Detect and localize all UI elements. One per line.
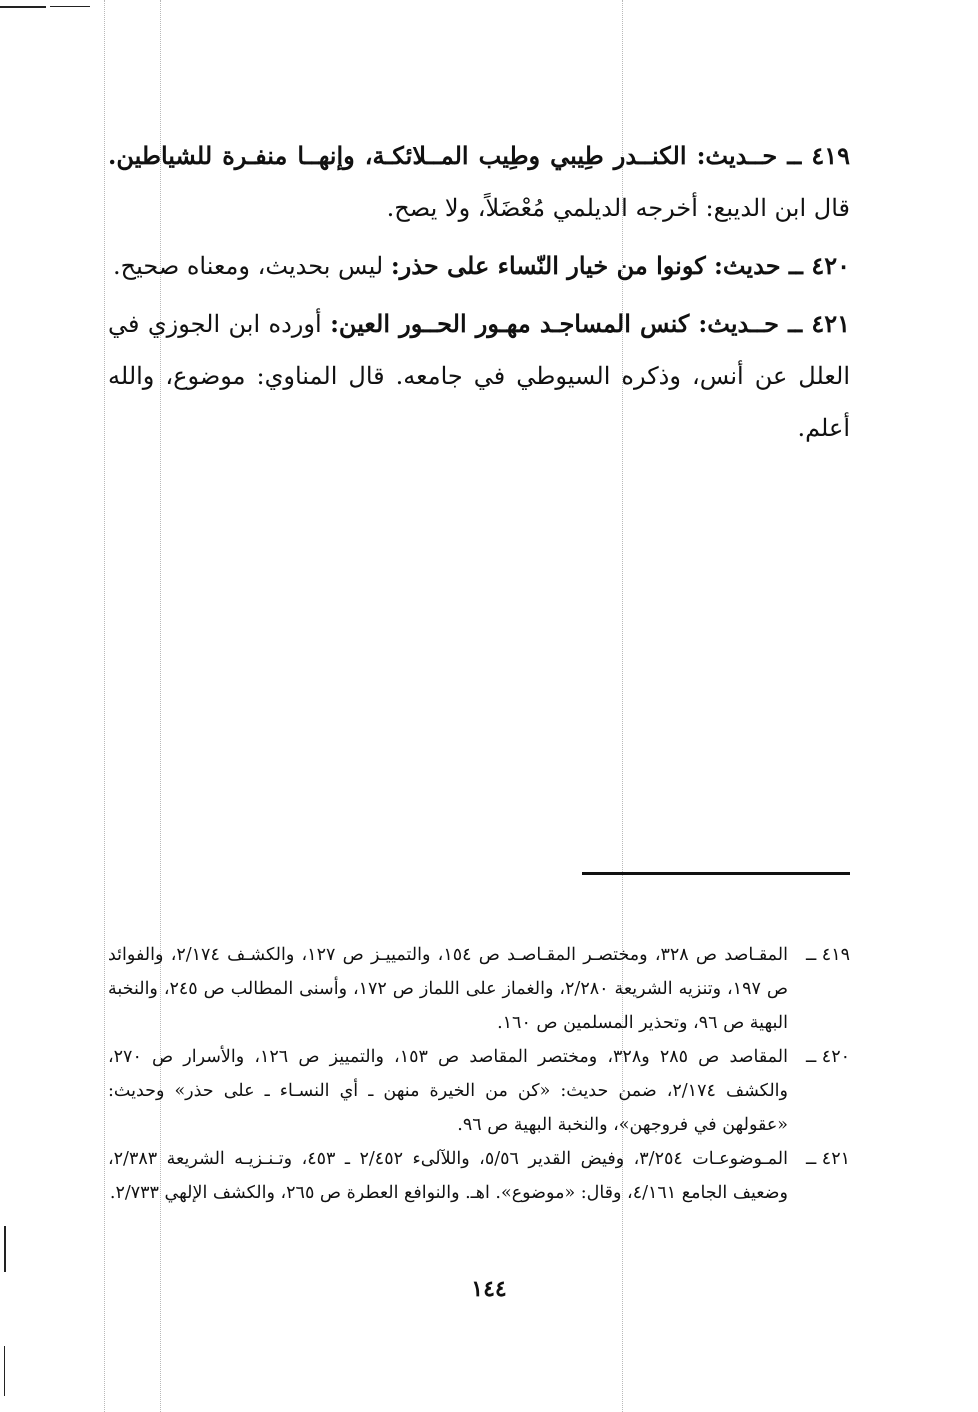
scan-guide-line	[104, 0, 105, 1412]
footnote-text: المقاصد ص ٢٨٥ و٣٢٨، ومختصر المقاصد ص ١٥٣، والتمييز ص ١٢٦، والأسرار ص ٢٧٠، والكشف ٢/١٧٤، ضمن حديث: «كن من الخيرة منهن ـ أي النسـاء ـ على حذر» وحديث: «عقولهن في فروجهن»، والنخبة البهية ص ٩٦.	[108, 1047, 788, 1135]
footnote-419	[108, 938, 850, 1040]
footnote-number: ٤١٩ ــ	[805, 945, 850, 965]
footnote-421	[108, 1142, 850, 1210]
scan-mark-top-left-2	[50, 6, 90, 7]
footnotes	[108, 938, 850, 1210]
hadith-commentary: قال ابن الديبع: أخرجه الديلمي مُعْضَلاً، ولا يصح.	[386, 194, 850, 222]
footnote-420	[108, 1040, 850, 1142]
footnote-text: المقـاصد ص ٣٢٨، ومختصـر المقـاصـد ص ١٥٤، والتمييـز ص ١٢٧، والكشـف ٢/١٧٤، والفوائد ص ١٩٧، وتنزيه الشريعة ٢/٢٨٠، والغماز على اللماز ص ١٧٢، وأسنى المطالب ص ٢٤٥، والنخبة البهية ص ٩٦، وتحذير المسلمين ص ١٦٠.	[108, 945, 788, 1033]
scan-mark-left-edge	[4, 1226, 6, 1272]
scan-mark-top-left	[0, 6, 46, 8]
page-number: ١٤٤	[471, 1276, 507, 1302]
hadith-title: ٤٢١ ــ حــديث: كنس المساجـد مهـور الحــور العين:	[330, 309, 850, 338]
footnote-number: ٤٢٠ ــ	[805, 1047, 850, 1067]
hadith-title: ٤١٩ ــ حــديث: الكنــدر طِيبي وطِيب المــلائكـة، وإنهــا منفـرة للشياطين.	[108, 141, 850, 170]
footnote-number: ٤٢١ ــ	[805, 1149, 850, 1169]
hadith-entry-419	[108, 130, 850, 234]
main-text	[108, 130, 850, 460]
hadith-commentary: أورده ابن الجوزي في العلل عن أنس، وذكره السيوطي في جامعه. قال المناوي: موضوع، والله أعلم.	[108, 310, 850, 442]
scan-mark-left-edge-2	[4, 1346, 5, 1396]
footnote-separator	[582, 872, 850, 875]
hadith-entry-421	[108, 298, 850, 454]
footnote-text: المـوضوعـات ٣/٢٥٤، وفيض القدير ٥/٥٦، واللآلىء ٢/٤٥٢ ـ ٤٥٣، وتـنـزيـه الشريعة ٢/٣٨٣، وضعيف الجامع ٤/١٦١، وقال: «موضوع». اهـ. والنوافع العطرة ص ٢٦٥، والكشف الإلهي ٢/٧٣٣.	[108, 1149, 788, 1203]
hadith-commentary: ليس بحديث، ومعناه صحيح.	[112, 252, 391, 280]
hadith-entry-420	[108, 240, 850, 292]
hadith-title: ٤٢٠ ــ حديث: كونوا من خيار النّساء على حذر:	[390, 251, 850, 280]
